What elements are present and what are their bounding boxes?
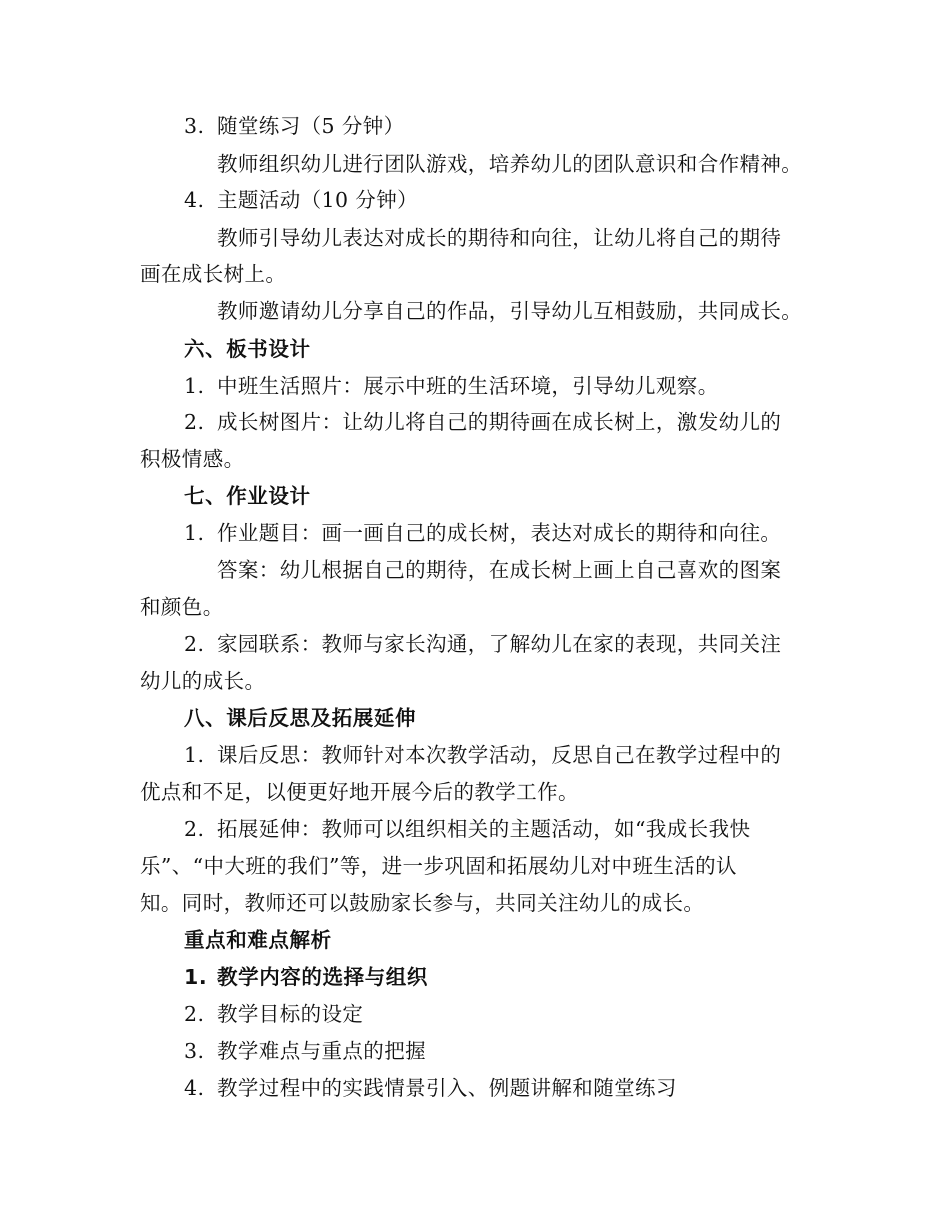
list-text: 拓展延伸：教师可以组织相关的主题活动，如“我成长我快 [217, 817, 751, 841]
list-item [184, 521, 781, 545]
list-item [184, 632, 781, 656]
list-number: 1. [184, 965, 208, 989]
list-item [184, 410, 781, 434]
list-number: 2. [184, 1002, 205, 1026]
list-text: 家园联系：教师与家长沟通，了解幼儿在家的表现，共同关注 [217, 632, 782, 656]
paragraph-line: 画在成长树上。 [140, 262, 287, 286]
list-text: 教学过程中的实践情景引入、例题讲解和随堂练习 [217, 1076, 677, 1100]
list-number: 4. [184, 1076, 205, 1100]
list-text: 主题活动（10 分钟） [217, 188, 419, 212]
paragraph-line: 教师邀请幼儿分享自己的作品，引导幼儿互相鼓励，共同成长。 [217, 299, 803, 323]
paragraph-line: 乐”、“中大班的我们”等，进一步巩固和拓展幼儿对中班生活的认 [140, 854, 737, 878]
list-number: 3. [184, 114, 205, 138]
list-number: 2. [184, 410, 205, 434]
list-text: 随堂练习（5 分钟） [217, 114, 405, 138]
paragraph-line: 幼儿的成长。 [140, 669, 266, 693]
list-item [184, 965, 428, 989]
paragraph-line: 积极情感。 [140, 447, 245, 471]
list-item [184, 743, 781, 767]
list-text: 中班生活照片：展示中班的生活环境，引导幼儿观察。 [217, 374, 719, 398]
list-number: 1. [184, 374, 205, 398]
list-item [184, 188, 418, 212]
list-number: 1. [184, 743, 205, 767]
list-number: 2. [184, 817, 205, 841]
section-heading: 六、板书设计 [184, 337, 311, 361]
list-text: 成长树图片：让幼儿将自己的期待画在成长树上，激发幼儿的 [217, 410, 782, 434]
list-number: 3. [184, 1039, 205, 1063]
list-number: 1. [184, 521, 205, 545]
list-text: 教学内容的选择与组织 [217, 965, 428, 989]
list-item [184, 817, 750, 841]
list-item [184, 1002, 363, 1026]
paragraph-line: 和颜色。 [140, 595, 224, 619]
section-heading: 八、课后反思及拓展延伸 [184, 706, 417, 730]
section-heading: 七、作业设计 [184, 484, 311, 508]
section-heading: 重点和难点解析 [184, 928, 332, 952]
list-text: 教学难点与重点的把握 [217, 1039, 426, 1063]
paragraph-line: 教师引导幼儿表达对成长的期待和向往，让幼儿将自己的期待 [217, 226, 782, 250]
paragraph-line: 答案：幼儿根据自己的期待，在成长树上画上自己喜欢的图案 [217, 558, 782, 582]
list-item [184, 374, 719, 398]
paragraph-line: 优点和不足，以便更好地开展今后的教学工作。 [140, 780, 579, 804]
list-number: 4. [184, 188, 205, 212]
list-item [184, 1076, 677, 1100]
list-text: 教学目标的设定 [217, 1002, 364, 1026]
list-text: 作业题目：画一画自己的成长树，表达对成长的期待和向往。 [217, 521, 782, 545]
list-number: 2. [184, 632, 205, 656]
paragraph-line: 教师组织幼儿进行团队游戏，培养幼儿的团队意识和合作精神。 [217, 152, 803, 176]
list-text: 课后反思：教师针对本次教学活动，反思自己在教学过程中的 [217, 743, 782, 767]
list-item [184, 114, 405, 138]
paragraph-line: 知。同时，教师还可以鼓励家长参与，共同关注幼儿的成长。 [140, 891, 705, 915]
list-item [184, 1039, 426, 1063]
